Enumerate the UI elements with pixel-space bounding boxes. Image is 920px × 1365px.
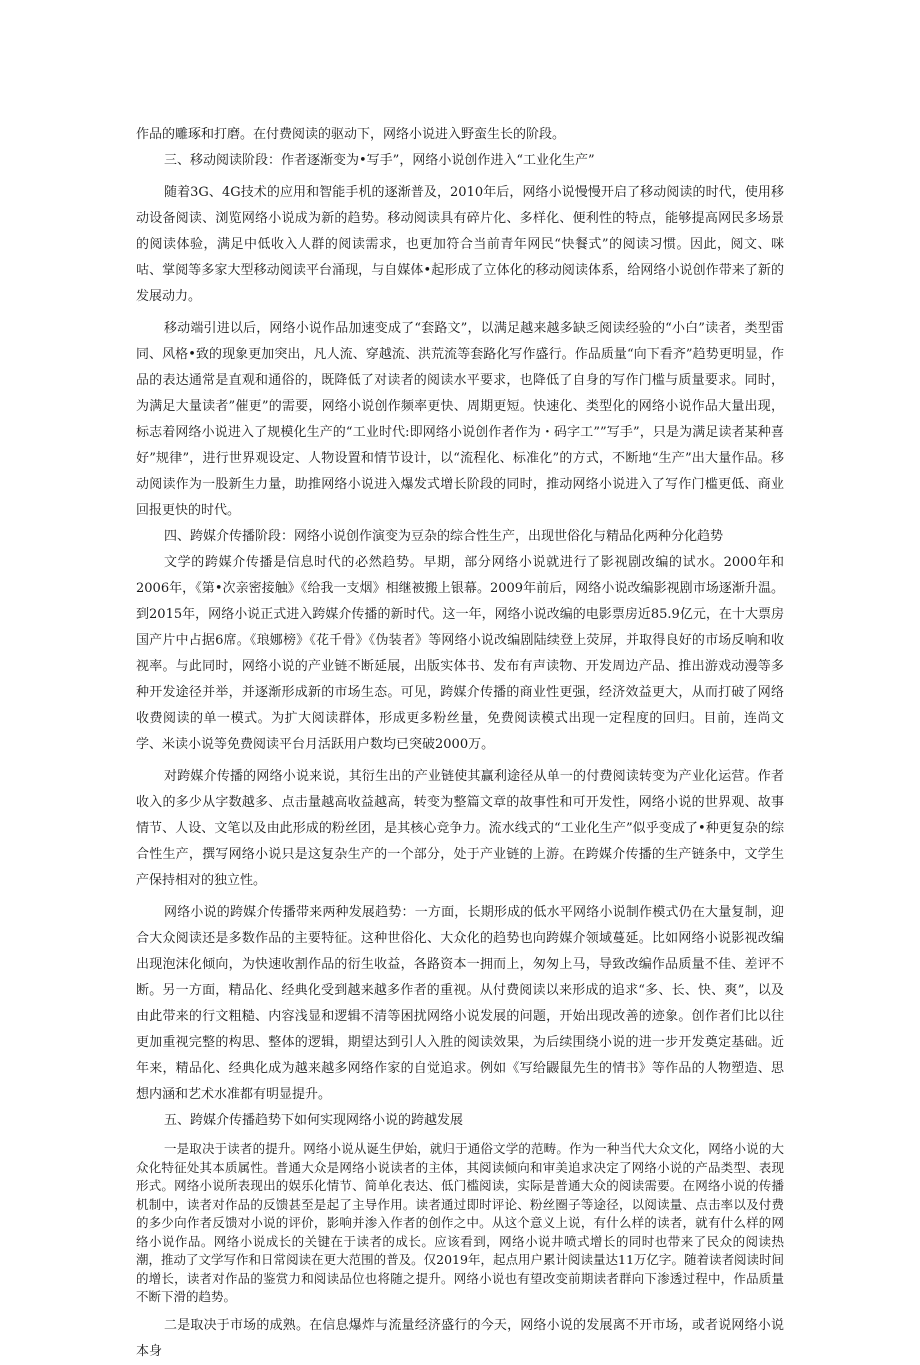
paragraph-readers: 一是取决于读者的提升。网络小说从诞生伊始，就归于通俗文学的范畴。作为一种当代大众文化，网络小说的大众化特征处其本质属性。普通大众是网络小说读者的主体，其阅读倾向和审美追求决定了网络小说的产品类型、表现形式。网络小说所表现出的娱乐化情节、简单化表达、低门槛阅读，实际是普通大众的阅读需要。在网络小说的传播机制中，读者对作品的反馈甚至是起了主导作用。读者通过即时评论、粉丝圈子等途径，以阅读量、点击率以及付费的多少向作者反馈对小说的评价，影响并渗入作者的创作之中。从这个意义上说，有什么样的读者，就有什么样的网络小说作品。网络小说成长的关键在于读者的成长。应该看到，网络小说井喷式增长的同时也带来了民众的阅读热潮，推动了文学写作和日常阅读在更大范围的普及。仅2019年，起点用户累计阅读量达11万亿字。随着读者阅读时间的增长，读者对作品的鉴赏力和阅读品位也将随之提升。网络小说也有望改变前期读者群向下渗透过程中，作品质量不断下滑的趋势。	[136, 1141, 784, 1304]
section-heading-5: 五、跨媒介传播趋势下如何实现网络小说的跨越发展	[164, 1113, 464, 1128]
paragraph-continuation: 作品的雕琢和打磨。在付费阅读的驱动下，网络小说进入野蛮生长的阶段。	[136, 127, 566, 142]
document-page	[136, 0, 784, 1359]
paragraph-two-trends: 网络小说的跨媒介传播带来两种发展趋势：一方面，长期形成的低水平网络小说制作模式仍在大量复制，迎合大众阅读还是多数作品的主要特征。这种世俗化、大众化的趋势也向跨媒介领域蔓延。比如网络小说影视改编出现泡沫化倾向，为快速收割作品的衍生收益，各路资本一拥而上，匆匆上马，导致改编作品质量不佳、差评不断。另一方面，精品化、经典化受到越来越多作者的重视。从付费阅读以来形成的追求“多、长、快、爽”，以及由此带来的行文粗糙、内容浅显和逻辑不清等困扰网络小说发展的问题，开始出现改善的迹象。创作者们比以往更加重视完整的构思、整体的逻辑，期望达到引人入胜的阅读效果，为后续围绕小说的进一步开发奠定基础。近年来，精品化、经典化成为越来越多网络作家的自觉追求。例如《写给鼹鼠先生的情书》等作品的人物塑造、思想内涵和艺术水准都有明显提升。	[136, 905, 784, 1102]
paragraph-industry-chain: 对跨媒介传播的网络小说来说，其衍生出的产业链使其赢利途径从单一的付费阅读转变为产业化运营。作者收入的多少从字数越多、点击量越高收益越高，转变为整篇文章的故事性和可开发性，网络小说的世界观、故事情节、人设、文笔以及由此形成的粉丝团，是其核心竞争力。流水线式的“工业化生产”似乎变成了•种更复杂的综合性生产，撰写网络小说只是这复杂生产的一个部分，处于产业链的上游。在跨媒介传播的生产链条中，文学生产保持相对的独立性。	[136, 769, 784, 888]
paragraph-mobile-reading: 随着3G、4G技术的应用和智能手机的逐渐普及，2010年后，网络小说慢慢开启了移动阅读的时代，使用移动设备阅读、浏览网络小说成为新的趋势。移动阅读具有碎片化、多样化、便利性的特点，能够提高网民多场景的阅读体验，满足中低收入人群的阅读需求，也更加符合当前青年网民“快餐式”的阅读习惯。因此，阅文、咪咕、掌阅等多家大型移动阅读平台涌现，与自媒体•起形成了立体化的移动阅读体系，给网络小说创作带来了新的发展动力。	[136, 185, 784, 304]
section-heading-3: 三、移动阅读阶段：作者逐渐变为•写手”，网络小说创作进入“工业化生产”	[164, 153, 595, 168]
section-heading-4: 四、跨媒介传播阶段：网络小说创作演变为豆杂的综合性生产，出现世俗化与精品化两种分化趋势	[164, 529, 724, 544]
paragraph-cross-media-trend: 文学的跨媒介传播是信息时代的必然趋势。早期，部分网络小说就进行了影视剧改编的试水。2000年和2006年，《第•次亲密接触》《给我一支烟》相继被搬上银幕。2009年前后，网络小说改编影视剧市场逐渐升温。到2015年，网络小说正式进入跨媒介传播的新时代。这一年，网络小说改编的电影票房近85.9亿元，在十大票房国产片中占据6席。《琅娜榜》《花千骨》《伪装者》等网络小说改编剧陆续登上荧屏，并取得良好的市场反响和收视率。与此同时，网络小说的产业链不断延展，出版实体书、发布有声读物、开发周边产品、推出游戏动漫等多种开发途径并举，并逐渐形成新的市场生态。可见，跨媒介传播的商业性更强，经济效益更大，从而打破了网络收费阅读的单一模式。为扩大阅读群体，形成更多粉丝量，免费阅读模式出现一定程度的回归。目前，连尚文学、米读小说等免费阅读平台月活跃用户数均已突破2000万。	[136, 555, 784, 752]
paragraph-market: 二是取决于市场的成熟。在信息爆炸与流量经济盛行的今天，网络小说的发展离不开市场，或者说网络小说本身	[136, 1317, 784, 1359]
paragraph-mobile-industrial: 移动端引进以后，网络小说作品加速变成了“套路文”，以满足越来越多缺乏阅读经验的“小白”读者，类型雷同、风格•致的现象更加突出，凡人流、穿越流、洪荒流等套路化写作盛行。作品质量“向下看齐”趋势更明显，作品的表达通常是直观和通俗的，既降低了对读者的阅读水平要求，也降低了自身的写作门槛与质量要求。同时，为满足大量读者”催更”的需要，网络小说创作频率更快、周期更短。快速化、类型化的网络小说作品大量出现，标志着网络小说进入了规模化生产的“工业时代:即网络小说创作者作为・码字工””写手”，只是为满足读者某种喜好”规律”，进行世界观设定、人物设置和情节设计，以“流程化、标准化”的方式，不断地“生产”出大量作品。移动阅读作为一股新生力量，助推网络小说进入爆发式增长阶段的同时，推动网络小说进入了写作门槛更低、商业回报更快的时代。	[136, 321, 784, 518]
